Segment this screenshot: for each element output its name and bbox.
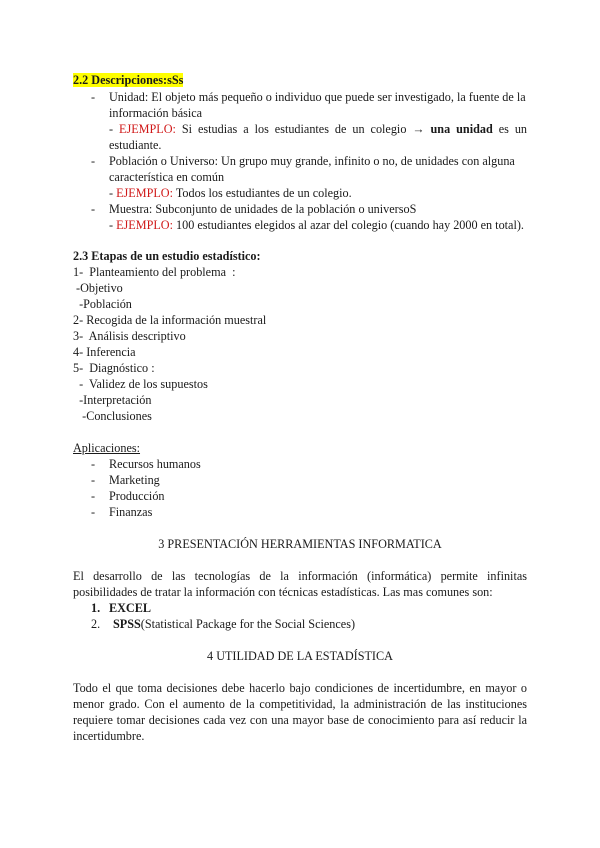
example-bold-text: una unidad <box>430 122 493 136</box>
unidad-example-line2: estudiante. <box>109 138 162 152</box>
section-3-para-line1: El desarrollo de las tecnologías de la información (informática) permite infinitas <box>73 569 527 583</box>
section-4-heading: 4 UTILIDAD DE LA ESTADÍSTICA <box>207 649 393 663</box>
etapa-line: -Interpretación <box>73 393 152 407</box>
aplicacion-item: Marketing <box>109 473 160 487</box>
etapa-line: 5- Diagnóstico : <box>73 361 155 375</box>
poblacion-line1: Población o Universo: Un grupo muy grande, infinito o no, de unidades con alguna <box>109 154 515 168</box>
poblacion-line2: característica en común <box>109 170 225 184</box>
example-label: EJEMPLO: <box>116 186 173 200</box>
etapa-line: -Población <box>73 297 132 311</box>
tool-excel: EXCEL <box>109 601 151 615</box>
bullet-dash: - <box>91 505 96 519</box>
highlighted-heading: 2.2 Descripciones:sSs <box>73 73 184 87</box>
section-4-line: incertidumbre. <box>73 729 145 743</box>
tool-spss <box>113 616 355 632</box>
etapa-line: 1- Planteamiento del problema : <box>73 265 236 279</box>
etapa-line: - Validez de los supuestos <box>73 377 208 391</box>
section-3-heading: 3 PRESENTACIÓN HERRAMIENTAS INFORMATICA <box>158 537 442 551</box>
muestra-example: - EJEMPLO: 100 estudiantes elegidos al azar del colegio (cuando hay 2000 en total). <box>109 218 524 232</box>
example-text: Si estudias a los estudiantes de un colegio → <box>181 122 425 136</box>
bullet-dash: - <box>91 473 96 487</box>
section-4-line: requiere tomar decisiones cada vez con una mayor base de conocimiento para así reducir la <box>73 713 527 727</box>
etapa-line: -Objetivo <box>73 281 123 295</box>
etapa-line: 2- Recogida de la información muestral <box>73 313 267 327</box>
tool-desc: (Statistical Package for the Social Sciences) <box>140 617 356 631</box>
bullet-dash: - <box>91 457 96 471</box>
example-text-end: es un <box>498 122 528 136</box>
tool-number: 1. <box>91 601 101 615</box>
section-3-para-line2: posibilidades de tratar la información con técnicas estadísticas. Las mas comunes son: <box>73 585 493 599</box>
section-2-3-heading: 2.3 Etapas de un estudio estadístico: <box>73 249 261 263</box>
section-2-2-heading <box>73 72 183 88</box>
example-text: Todos los estudiantes de un colegio. <box>175 186 352 200</box>
etapa-line: -Conclusiones <box>73 409 152 423</box>
example-label: EJEMPLO: <box>116 218 173 232</box>
unidad-example <box>109 121 527 137</box>
bullet-dash: - <box>91 154 96 168</box>
tool-name: SPSS <box>113 617 141 631</box>
example-text: 100 estudiantes elegidos al azar del colegio (cuando hay 2000 en total). <box>176 218 524 232</box>
aplicacion-item: Finanzas <box>109 505 153 519</box>
bullet-dash: - <box>91 90 96 104</box>
example-label: EJEMPLO: <box>119 122 176 136</box>
bullet-dash: - <box>91 202 96 216</box>
section-4-line: menor grado. Con el aumento de la competitividad, la administración de las instituciones <box>73 697 527 711</box>
aplicaciones-heading: Aplicaciones: <box>73 441 141 455</box>
etapa-line: 3- Análisis descriptivo <box>73 329 186 343</box>
poblacion-example: - EJEMPLO: Todos los estudiantes de un colegio. <box>109 186 352 200</box>
tool-number: 2. <box>91 617 101 631</box>
muestra-line1: Muestra: Subconjunto de unidades de la población o universoS <box>109 202 417 216</box>
etapa-line: 4- Inferencia <box>73 345 136 359</box>
section-4-line: Todo el que toma decisiones debe hacerlo bajo condiciones de incertidumbre, en mayor o <box>73 681 527 695</box>
example-dash: - <box>109 122 114 136</box>
unidad-line2: información básica <box>109 106 203 120</box>
unidad-line1: Unidad: El objeto más pequeño o individuo que puede ser investigado, la fuente de la <box>109 90 526 104</box>
aplicacion-item: Recursos humanos <box>109 457 201 471</box>
bullet-dash: - <box>91 489 96 503</box>
aplicacion-item: Producción <box>109 489 165 503</box>
